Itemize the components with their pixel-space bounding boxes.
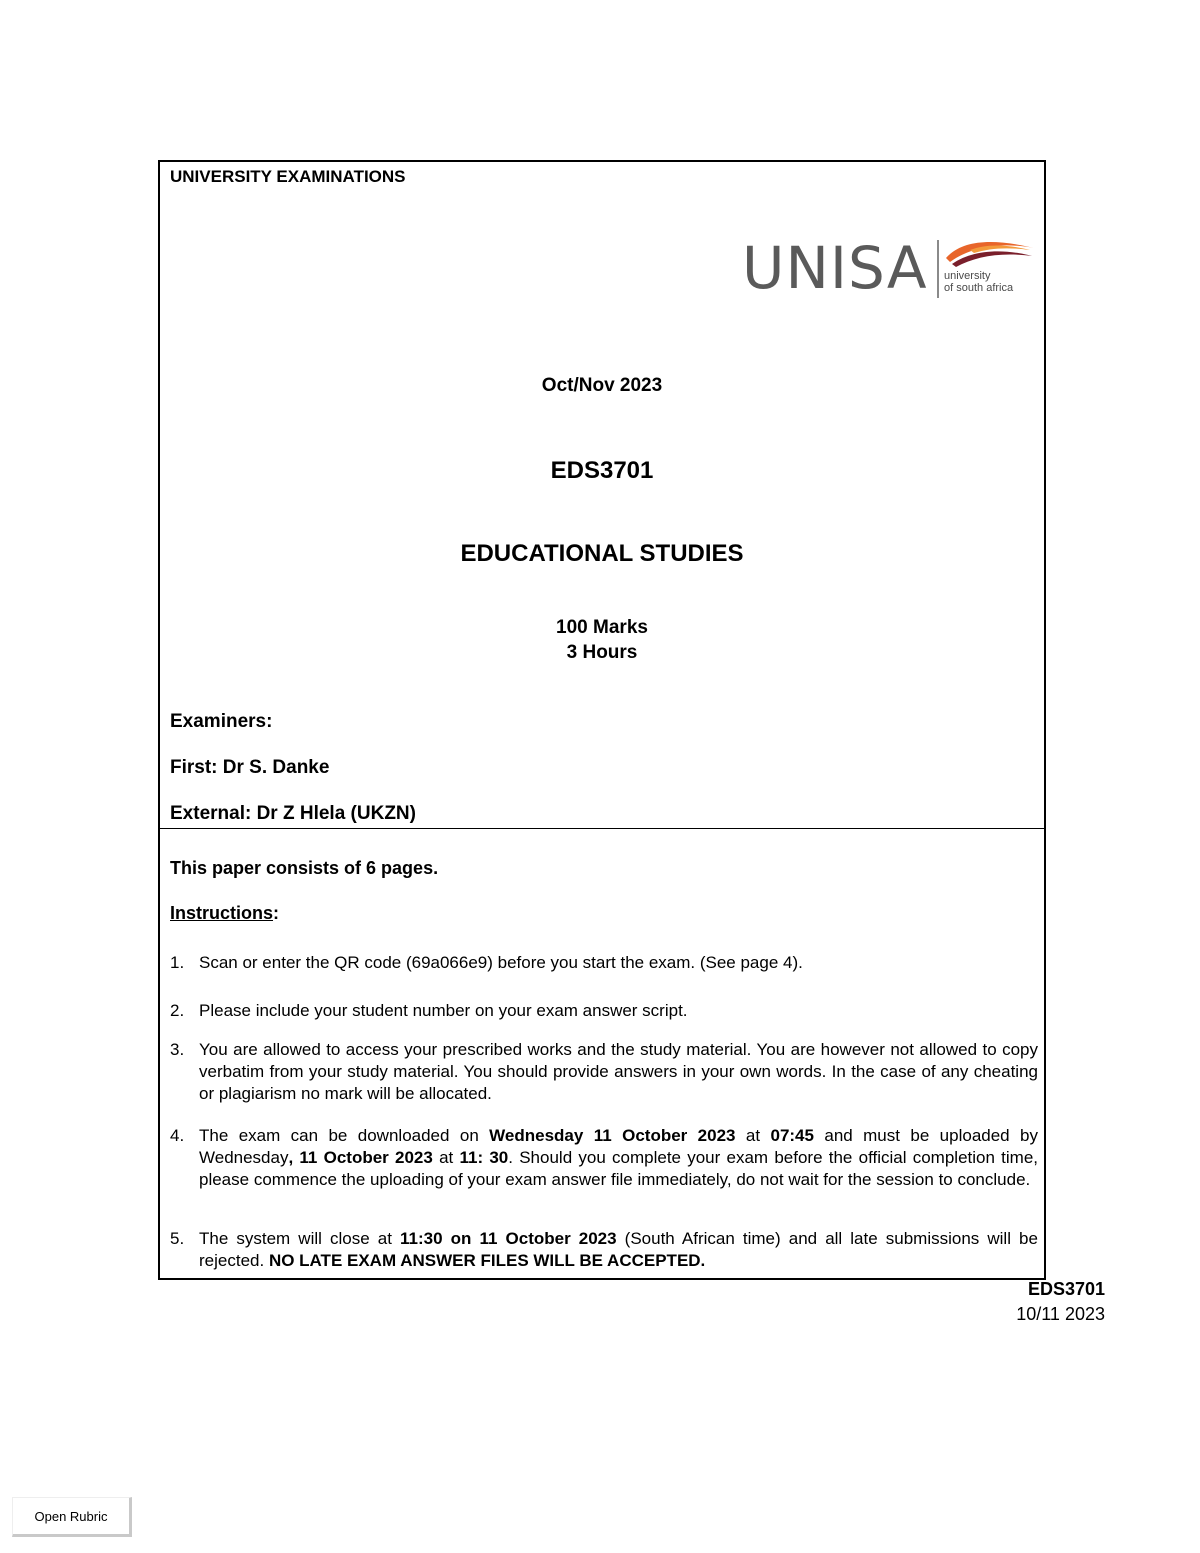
logo-subtitle (944, 270, 1013, 294)
logo-swoosh-icon (942, 236, 1037, 268)
instruction-text-part: The system will close at (199, 1229, 400, 1248)
instruction-text-part: at (735, 1126, 771, 1145)
course-title: EDUCATIONAL STUDIES (460, 540, 744, 567)
instruction-item (170, 1000, 1038, 1022)
instructions-heading-text: Instructions (170, 903, 274, 923)
header-label: UNIVERSITY EXAMINATIONS (170, 167, 406, 186)
instruction-text-part: at (432, 1148, 460, 1167)
instruction-text-part: The exam can be downloaded on (199, 1126, 490, 1145)
instruction-text (199, 1125, 1038, 1191)
instruction-text (199, 1228, 1038, 1272)
paper-info: This paper consists of 6 pages. (170, 858, 439, 878)
exam-cover-box (158, 160, 1046, 1280)
instruction-number: 2. (170, 1001, 185, 1020)
unisa-logo (742, 234, 1037, 306)
instruction-number: 1. (170, 953, 185, 972)
exam-duration: 3 Hours (566, 642, 638, 663)
instruction-text-bold: Wednesday 11 October 2023 (489, 1126, 736, 1145)
examiners-heading: Examiners: (170, 711, 273, 732)
instruction-item (170, 1039, 1038, 1105)
instruction-text-part: Please include your student number on your exam answer script. (199, 1001, 688, 1020)
instruction-text-bold: 11:30 on 11 October 2023 (400, 1229, 617, 1248)
instruction-text-bold: NO LATE EXAM ANSWER FILES WILL BE ACCEPTED. (268, 1251, 706, 1270)
instruction-text (199, 1039, 1038, 1105)
instruction-item (170, 1125, 1038, 1191)
footer-course-code: EDS3701 (1027, 1279, 1105, 1299)
logo-sub-line1: university (944, 270, 991, 282)
instruction-text-part: You are allowed to access your prescribed works and the study material. You are however not allowed to copy verbatim from your study material. You should provide answers in your own words. In the case of any cheating or plagiarism no mark will be allocated. (199, 1040, 1038, 1103)
instruction-text-bold: , 11 October 2023 (288, 1148, 433, 1167)
instruction-number: 5. (170, 1229, 185, 1248)
instruction-number: 3. (170, 1040, 185, 1059)
instruction-number: 4. (170, 1126, 185, 1145)
exam-marks: 100 Marks (556, 617, 648, 638)
open-rubric-button[interactable]: Open Rubric (12, 1497, 132, 1537)
instruction-text-part: . Should you complete your exam before the official completion time, please commence the uploading of your exam answer file immediately, do not wait for the session to conclude. (199, 1148, 1038, 1189)
external-examiner: External: Dr Z Hlela (UKZN) (170, 803, 416, 824)
logo-sub-line2: of south africa (944, 282, 1014, 294)
instruction-text-bold: 07:45 (770, 1126, 814, 1145)
instruction-text-part: Scan or enter the QR code (69a066e9) before you start the exam. (See page 4). (199, 953, 803, 972)
course-code: EDS3701 (550, 457, 654, 484)
section-divider (160, 828, 1044, 829)
instruction-text (199, 1000, 1038, 1022)
instructions-heading (170, 903, 279, 924)
instructions-heading-colon: : (273, 903, 280, 923)
first-examiner: First: Dr S. Danke (170, 757, 330, 778)
instruction-text-part: and must be uploaded by Wednesday (199, 1126, 1038, 1167)
logo-wordmark: UNISA (742, 234, 928, 302)
instruction-item (170, 952, 1038, 974)
instruction-text-part: (South African time) and all late submissions will be rejected. (199, 1229, 1038, 1270)
instruction-item (170, 1228, 1038, 1272)
logo-divider (937, 240, 939, 298)
footer-date: 10/11 2023 (1016, 1304, 1105, 1324)
instruction-text (199, 952, 1038, 974)
exam-session: Oct/Nov 2023 (541, 375, 663, 396)
instruction-text-bold: 11: 30 (459, 1148, 509, 1167)
